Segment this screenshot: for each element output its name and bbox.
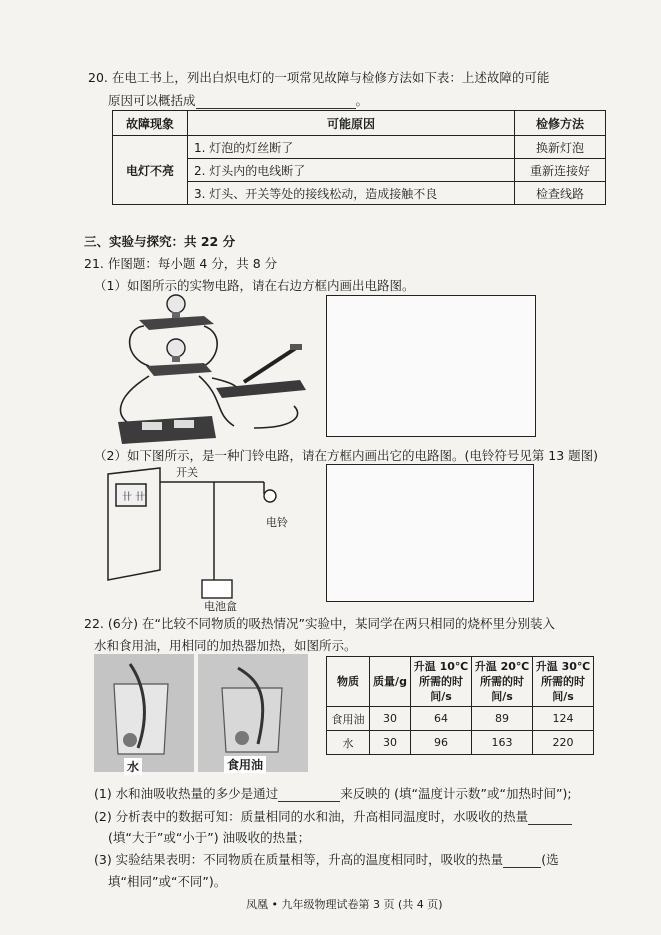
answer-box-2[interactable] [326, 464, 534, 602]
q21-part2: （2）如下图所示，是一种门铃电路，请在方框内画出它的电路图。(电铃符号见第 13 题图) [94, 448, 599, 463]
q22-sub3b: 填“相同”或“不同”)。 [108, 874, 227, 889]
q22-line1: 22. (6分) 在“比较不同物质的吸热情况”实验中，某同学在两只相同的烧杯里分别装入 [84, 616, 555, 631]
doorbell-illustration [104, 462, 304, 610]
knife-switch [216, 344, 306, 398]
q21-part1: （1）如图所示的实物电路，请在右边方框内画出电路图。 [94, 278, 415, 293]
col-substance: 物质 [327, 657, 370, 707]
table-row: 食用油 30 64 89 124 [327, 707, 594, 731]
q22-sub2 [94, 807, 572, 825]
page-footer: 凤凰 • 九年级物理试卷第 3 页 (共 4 页) [246, 898, 443, 911]
q22-s2a: (2) 分析表中的数据可知：质量相同的水和油，升高相同温度时，水吸收的热量 [94, 809, 529, 824]
q20-text1: 在电工书上，列出白炽电灯的一项常见故障与检修方法如下表：上述故障的可能 [111, 70, 550, 85]
photo-water [94, 654, 194, 772]
real-circuit-illustration [104, 288, 314, 448]
col-rise30: 升温 30℃ 所需的时 间/s [533, 657, 594, 707]
q22-s3a: (3) 实验结果表明：不同物质在质量相等，升高的温度相同时，吸收的热量 [94, 852, 504, 867]
fault-header-cause: 可能原因 [188, 111, 515, 136]
bulb-1 [139, 295, 214, 330]
q22-blank-1[interactable] [278, 786, 340, 802]
fault-fix-1: 换新灯泡 [515, 136, 606, 159]
q21-title: 21. 作图题：每小题 4 分，共 8 分 [84, 256, 278, 271]
photo-oil [198, 654, 308, 772]
q22-sub2b: (填“大于”或“小于”) 油吸收的热量； [108, 830, 311, 845]
label-oil: 食用油 [224, 756, 266, 773]
q22-s3b: (选 [541, 852, 559, 867]
fault-fix-3: 检查线路 [515, 182, 606, 205]
col-rise20: 升温 20℃ 所需的时 间/s [472, 657, 533, 707]
q22-blank-3[interactable] [503, 852, 541, 868]
fault-table [112, 110, 606, 205]
col-mass: 质量/g [370, 657, 411, 707]
q22-blank-2[interactable] [528, 809, 572, 825]
q20-number: 20. [88, 70, 108, 85]
q22-sub3 [94, 850, 559, 868]
battery-box [118, 416, 216, 444]
section3-heading: 三、实验与探究：共 22 分 [84, 234, 236, 249]
table-row: 水 30 96 163 220 [327, 731, 594, 755]
svg-text:卄 卄: 卄 卄 [122, 492, 146, 503]
q22-sub1 [94, 784, 572, 802]
fault-cause-2: 2. 灯头内的电线断了 [188, 159, 515, 182]
q20-line1 [88, 68, 549, 86]
beaker-water-image [94, 654, 194, 772]
label-water: 水 [124, 758, 142, 775]
fault-cause-1: 1. 灯泡的灯丝断了 [188, 136, 515, 159]
fault-header-symptom: 故障现象 [113, 111, 188, 136]
label-bell: 电铃 [266, 516, 288, 529]
heating-table [326, 656, 594, 755]
beaker-oil-image [198, 654, 308, 772]
q22-s1b: 来反映的 (填“温度计示数”或“加热时间”); [340, 786, 572, 801]
col-rise10: 升温 10℃ 所需的时 间/s [411, 657, 472, 707]
q20-line2 [108, 91, 368, 109]
fault-header-fix: 检修方法 [515, 111, 606, 136]
fault-cause-3: 3. 灯头、开关等处的接线松动，造成接触不良 [188, 182, 515, 205]
fault-fix-2: 重新连接好 [515, 159, 606, 182]
q20-text2: 原因可以概括成 [108, 93, 196, 108]
answer-box-1[interactable] [326, 295, 536, 437]
bulb-2 [146, 339, 212, 376]
q20-end: 。 [355, 93, 369, 108]
q22-line2: 水和食用油，用相同的加热器加热，如图所示。 [94, 638, 357, 653]
battery-box-shape [202, 580, 232, 598]
label-battery: 电池盒 [204, 600, 237, 613]
q20-answer-blank[interactable] [196, 93, 356, 109]
q22-s1a: (1) 水和油吸收热量的多少是通过 [94, 786, 279, 801]
label-switch: 开关 [176, 466, 198, 479]
fault-symptom: 电灯不亮 [113, 136, 188, 205]
bell-shape [264, 490, 276, 502]
